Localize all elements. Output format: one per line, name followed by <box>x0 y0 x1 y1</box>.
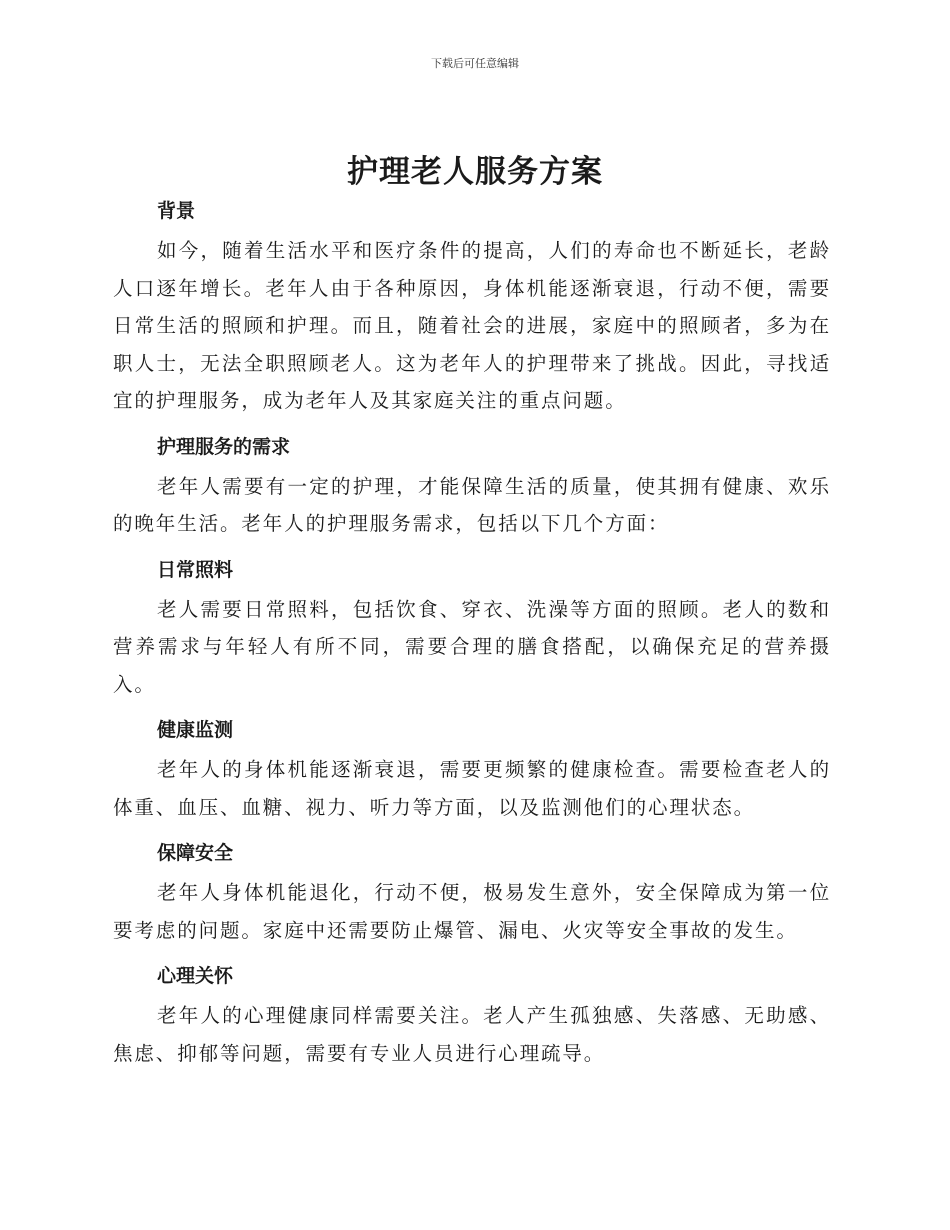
section-paragraph-psychological-care: 老年人的心理健康同样需要关注。老人产生孤独感、失落感、无助感、焦虑、抑郁等问题，需要有专业人员进行心理疏导。 <box>113 1004 831 1065</box>
section-paragraph-background: 如今，随着生活水平和医疗条件的提高，人们的寿命也不断延长，老龄人口逐年增长。老年人由于各种原因，身体机能逐渐衰退，行动不便，需要日常生活的照顾和护理。而且，随着社会的进展，家庭中的照顾者，多为在职人士，无法全职照顾老人。这为老年人的护理带来了挑战。因此，寻找适宜的护理服务，成为老年人及其家庭关注的重点问题。 <box>113 239 831 412</box>
section-heading-daily-care: 日常照料 <box>157 558 234 581</box>
document-body <box>113 196 831 1084</box>
section-heading-background: 背景 <box>157 200 196 222</box>
section-heading-safety: 保障安全 <box>157 842 234 864</box>
section-paragraph-health-monitoring: 老年人的身体机能逐渐衰退，需要更频繁的健康检查。需要检查老人的体重、血压、血糖、视力、听力等方面，以及监测他们的心理状态。 <box>113 758 831 819</box>
section-heading-health-monitoring: 健康监测 <box>157 719 234 741</box>
section-heading-care-needs: 护理服务的需求 <box>157 435 291 458</box>
section-heading-psychological-care: 心理关怀 <box>157 965 234 987</box>
section-paragraph-care-needs: 老年人需要有一定的护理，才能保障生活的质量，使其拥有健康、欢乐的晚年生活。老年人的护理服务需求，包括以下几个方面： <box>113 474 831 535</box>
section-paragraph-safety: 老年人身体机能退化，行动不便，极易发生意外，安全保障成为第一位要考虑的问题。家庭中还需要防止爆管、漏电、火灾等安全事故的发生。 <box>113 881 831 942</box>
section-paragraph-daily-care: 老人需要日常照料，包括饮食、穿衣、洗澡等方面的照顾。老人的数和营养需求与年轻人有所不同，需要合理的膳食搭配，以确保充足的营养摄入。 <box>113 597 831 696</box>
document-title: 护理老人服务方案 <box>347 154 603 190</box>
header-note: 下载后可任意编辑 <box>431 57 519 70</box>
